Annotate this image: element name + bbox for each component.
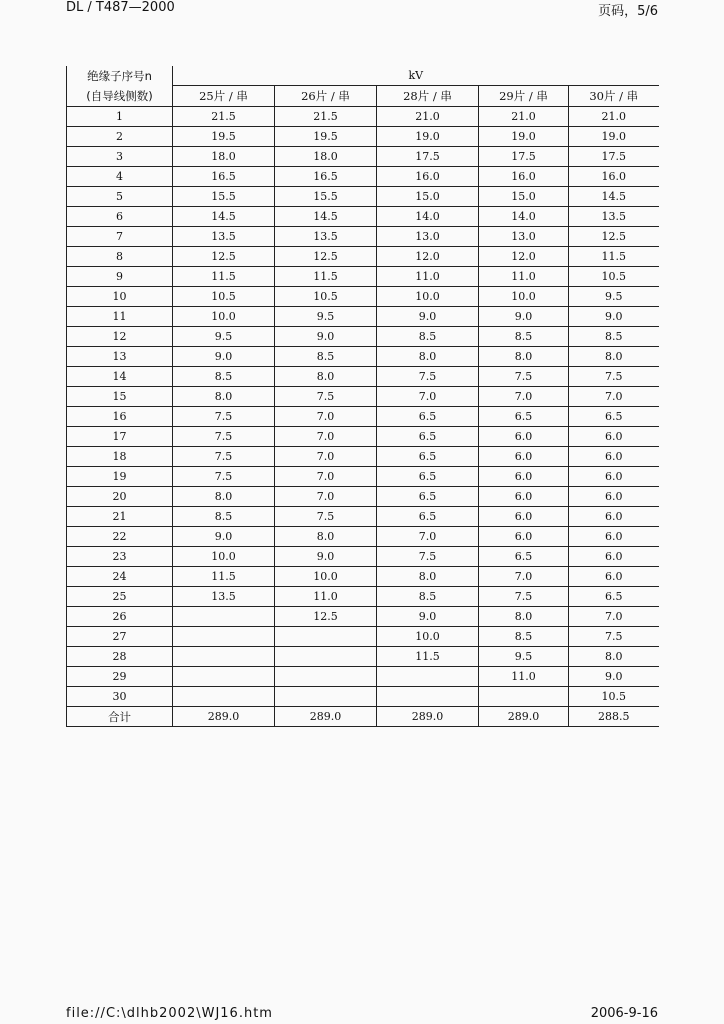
voltage-cell: 7.0 xyxy=(479,567,569,587)
voltage-cell: 18.0 xyxy=(275,147,377,167)
voltage-cell: 11.5 xyxy=(377,647,479,667)
voltage-cell: 19.5 xyxy=(173,127,275,147)
voltage-cell: 9.5 xyxy=(275,307,377,327)
voltage-cell: 6.0 xyxy=(479,427,569,447)
table-row xyxy=(67,507,659,527)
voltage-cell: 12.5 xyxy=(275,607,377,627)
table-row xyxy=(67,327,659,347)
voltage-cell: 8.5 xyxy=(173,507,275,527)
table-row xyxy=(67,107,659,127)
table-row xyxy=(67,667,659,687)
voltage-cell: 7.5 xyxy=(479,367,569,387)
voltage-cell: 8.0 xyxy=(377,567,479,587)
voltage-cell: 8.0 xyxy=(479,347,569,367)
table-row xyxy=(67,287,659,307)
voltage-cell: 6.0 xyxy=(479,507,569,527)
voltage-cell: 14.5 xyxy=(569,187,659,207)
voltage-cell: 8.5 xyxy=(479,627,569,647)
voltage-cell: 6.5 xyxy=(377,427,479,447)
voltage-cell: 15.5 xyxy=(275,187,377,207)
voltage-cell: 17.5 xyxy=(377,147,479,167)
voltage-cell: 10.5 xyxy=(173,287,275,307)
row-index-cell: 20 xyxy=(67,487,173,507)
voltage-cell: 8.5 xyxy=(569,327,659,347)
voltage-cell: 10.0 xyxy=(377,287,479,307)
table-row xyxy=(67,547,659,567)
voltage-cell: 14.0 xyxy=(377,207,479,227)
row-index-cell: 30 xyxy=(67,687,173,707)
voltage-cell: 11.0 xyxy=(275,587,377,607)
voltage-cell: 7.0 xyxy=(275,407,377,427)
column-header: 30片 / 串 xyxy=(569,86,659,107)
voltage-cell: 16.0 xyxy=(569,167,659,187)
voltage-cell: 6.5 xyxy=(377,467,479,487)
voltage-cell: 8.0 xyxy=(275,527,377,547)
voltage-cell: 6.0 xyxy=(569,567,659,587)
voltage-cell: 6.5 xyxy=(377,507,479,527)
voltage-cell: 9.0 xyxy=(569,307,659,327)
row-index-cell: 9 xyxy=(67,267,173,287)
voltage-cell: 21.5 xyxy=(275,107,377,127)
voltage-cell: 8.5 xyxy=(275,347,377,367)
voltage-cell: 11.5 xyxy=(275,267,377,287)
file-path: file://C:\dlhb2002\WJ16.htm xyxy=(66,1006,273,1021)
voltage-cell: 16.0 xyxy=(377,167,479,187)
voltage-cell: 11.0 xyxy=(377,267,479,287)
voltage-cell: 6.0 xyxy=(569,527,659,547)
row-index-cell: 25 xyxy=(67,587,173,607)
voltage-cell: 7.5 xyxy=(377,367,479,387)
voltage-cell: 7.5 xyxy=(173,447,275,467)
row-index-cell: 12 xyxy=(67,327,173,347)
row-index-cell: 16 xyxy=(67,407,173,427)
voltage-cell: 6.5 xyxy=(479,547,569,567)
voltage-cell: 12.0 xyxy=(479,247,569,267)
total-cell: 289.0 xyxy=(173,707,275,727)
voltage-cell: 7.0 xyxy=(377,387,479,407)
voltage-cell: 6.0 xyxy=(569,447,659,467)
row-index-cell: 23 xyxy=(67,547,173,567)
voltage-cell: 6.0 xyxy=(479,447,569,467)
voltage-cell: 21.5 xyxy=(173,107,275,127)
table-row xyxy=(67,367,659,387)
row-index-cell: 28 xyxy=(67,647,173,667)
voltage-cell: 19.0 xyxy=(479,127,569,147)
voltage-cell: 6.0 xyxy=(569,507,659,527)
voltage-cell: 6.5 xyxy=(377,447,479,467)
voltage-cell: 9.0 xyxy=(569,667,659,687)
total-cell: 289.0 xyxy=(275,707,377,727)
table-row xyxy=(67,147,659,167)
voltage-cell: 8.0 xyxy=(479,607,569,627)
table-row xyxy=(67,647,659,667)
page-number: 页码，5/6 xyxy=(598,4,658,19)
row-index-cell: 21 xyxy=(67,507,173,527)
voltage-cell: 11.5 xyxy=(569,247,659,267)
voltage-cell: 13.5 xyxy=(275,227,377,247)
voltage-cell: 15.0 xyxy=(377,187,479,207)
table-row xyxy=(67,607,659,627)
table-row xyxy=(67,387,659,407)
row-index-cell: 2 xyxy=(67,127,173,147)
voltage-cell: 16.0 xyxy=(479,167,569,187)
voltage-cell: 7.0 xyxy=(275,447,377,467)
row-index-cell: 3 xyxy=(67,147,173,167)
voltage-cell: 10.0 xyxy=(173,307,275,327)
voltage-cell: 13.5 xyxy=(173,587,275,607)
voltage-cell: 7.5 xyxy=(569,367,659,387)
voltage-cell: 6.0 xyxy=(569,467,659,487)
voltage-cell: 15.5 xyxy=(173,187,275,207)
voltage-cell: 7.0 xyxy=(377,527,479,547)
voltage-cell: 8.0 xyxy=(173,387,275,407)
voltage-cell: 10.0 xyxy=(479,287,569,307)
voltage-cell: 7.5 xyxy=(479,587,569,607)
voltage-cell: 10.5 xyxy=(275,287,377,307)
voltage-cell: 9.5 xyxy=(173,327,275,347)
table-row xyxy=(67,447,659,467)
voltage-cell: 16.5 xyxy=(275,167,377,187)
voltage-cell: 10.5 xyxy=(569,687,659,707)
row-index-cell: 26 xyxy=(67,607,173,627)
voltage-cell: 17.5 xyxy=(569,147,659,167)
voltage-cell: 10.0 xyxy=(275,567,377,587)
voltage-cell: 9.0 xyxy=(275,547,377,567)
table-row xyxy=(67,227,659,247)
voltage-cell: 8.5 xyxy=(479,327,569,347)
voltage-cell: 10.0 xyxy=(173,547,275,567)
voltage-cell: 8.0 xyxy=(173,487,275,507)
voltage-cell: 8.0 xyxy=(569,647,659,667)
total-label: 合计 xyxy=(67,707,173,727)
row-index-cell: 8 xyxy=(67,247,173,267)
voltage-cell: 9.0 xyxy=(479,307,569,327)
voltage-cell: 8.5 xyxy=(173,367,275,387)
row-index-cell: 24 xyxy=(67,567,173,587)
column-header: 26片 / 串 xyxy=(275,86,377,107)
unit-header: kV xyxy=(173,66,659,86)
voltage-cell: 6.0 xyxy=(569,487,659,507)
table-row xyxy=(67,567,659,587)
column-header: 29片 / 串 xyxy=(479,86,569,107)
row-index-cell: 15 xyxy=(67,387,173,407)
voltage-cell: 14.5 xyxy=(275,207,377,227)
table-body xyxy=(67,107,659,727)
row-index-cell: 11 xyxy=(67,307,173,327)
voltage-cell: 7.0 xyxy=(275,487,377,507)
total-cell: 289.0 xyxy=(377,707,479,727)
voltage-cell: 7.5 xyxy=(173,427,275,447)
table-row xyxy=(67,247,659,267)
voltage-cell: 21.0 xyxy=(377,107,479,127)
voltage-cell: 8.0 xyxy=(275,367,377,387)
voltage-cell xyxy=(479,687,569,707)
voltage-cell: 17.5 xyxy=(479,147,569,167)
voltage-cell: 12.5 xyxy=(173,247,275,267)
table-row xyxy=(67,267,659,287)
voltage-cell: 8.5 xyxy=(377,587,479,607)
voltage-cell: 7.0 xyxy=(275,427,377,447)
voltage-cell: 11.0 xyxy=(479,267,569,287)
voltage-cell: 21.0 xyxy=(569,107,659,127)
voltage-cell: 8.0 xyxy=(569,347,659,367)
voltage-cell: 19.0 xyxy=(569,127,659,147)
voltage-cell: 6.0 xyxy=(479,487,569,507)
row-header-line1: 绝缘子序号n xyxy=(87,69,152,83)
print-date: 2006-9-16 xyxy=(590,1006,658,1021)
voltage-cell: 10.0 xyxy=(377,627,479,647)
voltage-cell xyxy=(275,647,377,667)
voltage-cell: 7.0 xyxy=(569,387,659,407)
voltage-cell: 9.0 xyxy=(173,527,275,547)
voltage-cell: 9.5 xyxy=(479,647,569,667)
table-row xyxy=(67,347,659,367)
row-index-cell: 17 xyxy=(67,427,173,447)
row-index-cell: 22 xyxy=(67,527,173,547)
voltage-cell: 7.5 xyxy=(173,467,275,487)
table-row xyxy=(67,207,659,227)
row-index-cell: 19 xyxy=(67,467,173,487)
voltage-cell: 13.0 xyxy=(377,227,479,247)
row-index-cell: 5 xyxy=(67,187,173,207)
voltage-cell: 12.5 xyxy=(275,247,377,267)
voltage-cell: 9.0 xyxy=(275,327,377,347)
row-index-cell: 29 xyxy=(67,667,173,687)
voltage-cell xyxy=(173,627,275,647)
voltage-cell: 16.5 xyxy=(173,167,275,187)
row-header-line2: (自导线侧数) xyxy=(86,89,153,103)
voltage-cell: 8.5 xyxy=(377,327,479,347)
voltage-cell: 8.0 xyxy=(377,347,479,367)
voltage-cell: 7.5 xyxy=(275,507,377,527)
voltage-cell xyxy=(275,667,377,687)
table-row xyxy=(67,187,659,207)
voltage-cell: 7.5 xyxy=(275,387,377,407)
voltage-cell: 13.5 xyxy=(173,227,275,247)
voltage-cell xyxy=(173,687,275,707)
voltage-cell: 12.0 xyxy=(377,247,479,267)
voltage-cell xyxy=(275,687,377,707)
voltage-cell: 13.0 xyxy=(479,227,569,247)
table-row xyxy=(67,427,659,447)
row-index-cell: 6 xyxy=(67,207,173,227)
voltage-cell: 7.0 xyxy=(479,387,569,407)
voltage-cell: 6.5 xyxy=(377,407,479,427)
total-cell: 288.5 xyxy=(569,707,659,727)
voltage-cell xyxy=(377,687,479,707)
table-row xyxy=(67,687,659,707)
voltage-cell xyxy=(173,647,275,667)
row-index-cell: 14 xyxy=(67,367,173,387)
voltage-cell: 9.0 xyxy=(377,607,479,627)
voltage-cell: 6.5 xyxy=(377,487,479,507)
voltage-cell: 7.5 xyxy=(377,547,479,567)
voltage-cell: 6.0 xyxy=(479,527,569,547)
voltage-cell: 9.5 xyxy=(569,287,659,307)
row-index-cell: 7 xyxy=(67,227,173,247)
table-row xyxy=(67,407,659,427)
voltage-cell: 7.0 xyxy=(569,607,659,627)
voltage-cell: 19.0 xyxy=(377,127,479,147)
row-index-cell: 18 xyxy=(67,447,173,467)
voltage-cell: 6.5 xyxy=(569,407,659,427)
voltage-cell: 6.0 xyxy=(569,427,659,447)
voltage-cell: 11.5 xyxy=(173,567,275,587)
voltage-cell: 12.5 xyxy=(569,227,659,247)
row-index-cell: 13 xyxy=(67,347,173,367)
table-row xyxy=(67,627,659,647)
voltage-cell: 9.0 xyxy=(173,347,275,367)
column-header: 25片 / 串 xyxy=(173,86,275,107)
voltage-cell: 14.5 xyxy=(173,207,275,227)
table-row xyxy=(67,587,659,607)
table-row xyxy=(67,527,659,547)
row-index-cell: 10 xyxy=(67,287,173,307)
voltage-cell: 6.5 xyxy=(569,587,659,607)
table-row xyxy=(67,167,659,187)
total-row xyxy=(67,707,659,727)
voltage-cell: 6.5 xyxy=(479,407,569,427)
voltage-cell xyxy=(275,627,377,647)
voltage-cell xyxy=(377,667,479,687)
voltage-distribution-table xyxy=(66,66,659,727)
voltage-cell xyxy=(173,667,275,687)
voltage-cell xyxy=(173,607,275,627)
voltage-cell: 11.0 xyxy=(479,667,569,687)
row-header xyxy=(67,66,173,107)
voltage-cell: 11.5 xyxy=(173,267,275,287)
voltage-cell: 14.0 xyxy=(479,207,569,227)
voltage-cell: 6.0 xyxy=(569,547,659,567)
voltage-cell: 13.5 xyxy=(569,207,659,227)
voltage-cell: 6.0 xyxy=(479,467,569,487)
voltage-cell: 7.0 xyxy=(275,467,377,487)
voltage-cell: 7.5 xyxy=(173,407,275,427)
table-row xyxy=(67,467,659,487)
row-index-cell: 27 xyxy=(67,627,173,647)
voltage-cell: 9.0 xyxy=(377,307,479,327)
voltage-cell: 15.0 xyxy=(479,187,569,207)
voltage-cell: 7.5 xyxy=(569,627,659,647)
voltage-cell: 21.0 xyxy=(479,107,569,127)
voltage-cell: 19.5 xyxy=(275,127,377,147)
table-row xyxy=(67,487,659,507)
total-cell: 289.0 xyxy=(479,707,569,727)
table-row xyxy=(67,127,659,147)
table-row xyxy=(67,307,659,327)
row-index-cell: 1 xyxy=(67,107,173,127)
document-code: DL / T487—2000 xyxy=(66,0,175,15)
voltage-cell: 10.5 xyxy=(569,267,659,287)
column-header: 28片 / 串 xyxy=(377,86,479,107)
voltage-cell: 18.0 xyxy=(173,147,275,167)
row-index-cell: 4 xyxy=(67,167,173,187)
